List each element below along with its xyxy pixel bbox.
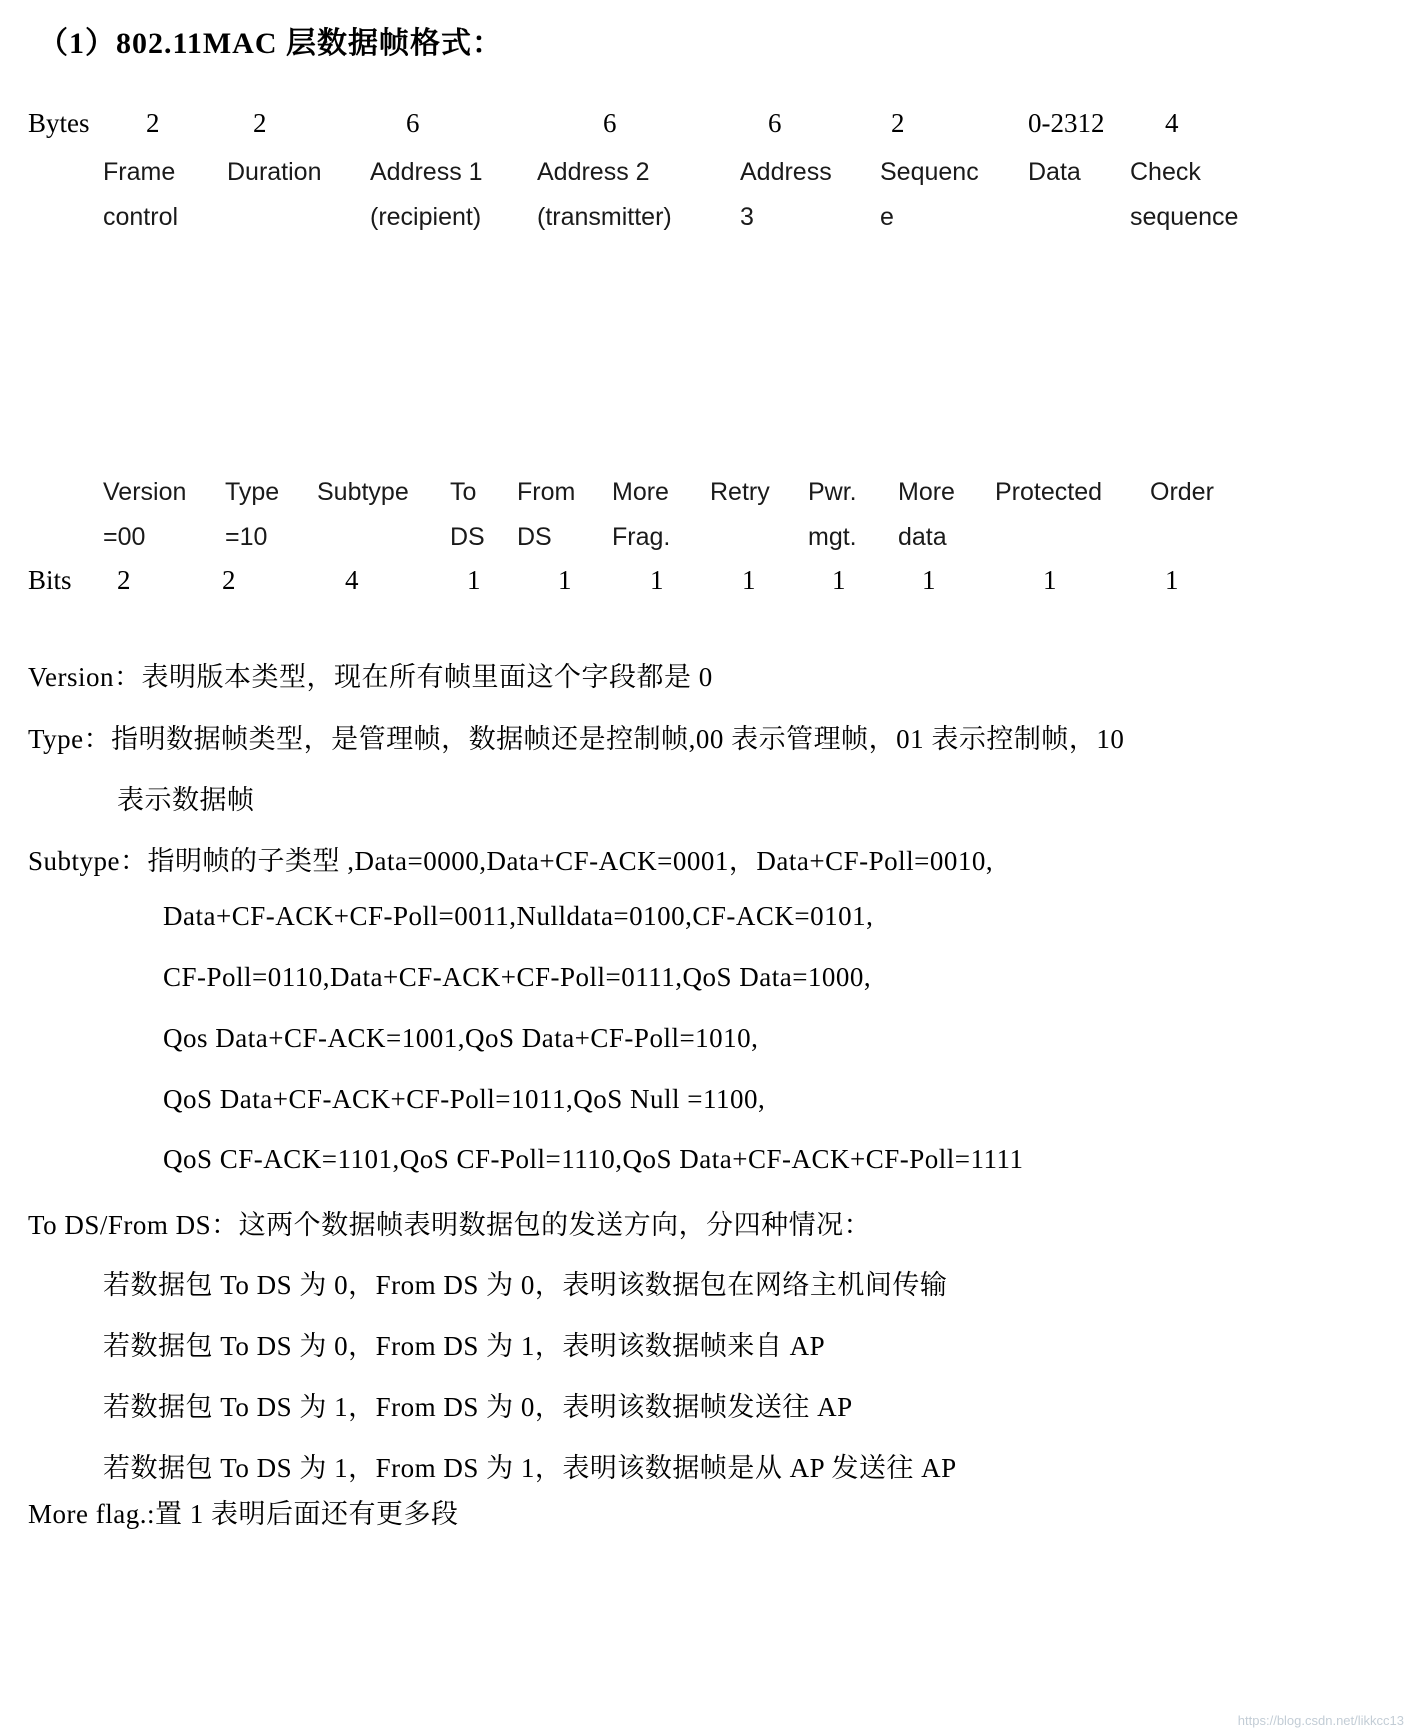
bit-size-pwr-mgt: 1	[832, 565, 846, 595]
byte-size-frame-control: 2	[146, 108, 160, 138]
field-address3: Address 3	[740, 158, 832, 231]
bit-size-type: 2	[222, 565, 236, 595]
field-sequence: Sequenc e	[880, 158, 979, 231]
field-pwr-mgt: Pwr. mgt.	[808, 478, 857, 551]
bit-size-from-ds: 1	[558, 565, 572, 595]
field-address2: Address 2 (transmitter)	[537, 158, 672, 231]
body-line-version: Version：表明版本类型，现在所有帧里面这个字段都是 0	[28, 662, 713, 692]
body-line-type-cont: 表示数据帧	[117, 785, 255, 815]
byte-size-address2: 6	[603, 108, 617, 138]
byte-size-sequence: 2	[891, 108, 905, 138]
field-duration: Duration	[227, 158, 322, 186]
field-to-ds: To DS	[450, 478, 485, 551]
field-subtype: Subtype	[317, 478, 409, 506]
bits-row-label: Bits	[28, 565, 72, 595]
bytes-row-label: Bytes	[28, 108, 90, 138]
field-from-ds: From DS	[517, 478, 576, 551]
watermark-url: https://blog.csdn.net/likkcc13	[1237, 1713, 1404, 1728]
field-order: Order	[1150, 478, 1214, 506]
bit-size-version: 2	[117, 565, 131, 595]
body-line-case-11: 若数据包 To DS 为 1，From DS 为 1，表明该数据帧是从 AP 发送往 AP	[103, 1453, 957, 1483]
field-more-frag: More Frag.	[612, 478, 671, 551]
byte-size-check-sequence: 4	[1165, 108, 1179, 138]
body-line-tods-fromds: To DS/From DS：这两个数据帧表明数据包的发送方向，分四种情况：	[28, 1210, 872, 1240]
body-line-subtype-cont-1: Data+CF-ACK+CF-Poll=0011,Nulldata=0100,CF-ACK=0101,	[163, 901, 874, 931]
bit-size-more-data: 1	[922, 565, 936, 595]
bit-size-more-frag: 1	[650, 565, 664, 595]
bit-size-order: 1	[1165, 565, 1179, 595]
bit-size-to-ds: 1	[467, 565, 481, 595]
byte-size-address3: 6	[768, 108, 782, 138]
byte-size-address1: 6	[406, 108, 420, 138]
byte-size-duration: 2	[253, 108, 267, 138]
body-line-type: Type：指明数据帧类型，是管理帧，数据帧还是控制帧,00 表示管理帧，01 表示控制帧，10	[28, 724, 1125, 754]
field-version: Version =00	[103, 478, 187, 551]
field-frame-control: Frame control	[103, 158, 179, 231]
body-line-more-flag: More flag.:置 1 表明后面还有更多段	[28, 1499, 459, 1529]
field-more-data: More data	[898, 478, 955, 551]
body-line-subtype: Subtype：指明帧的子类型 ,Data=0000,Data+CF-ACK=0001，Data+CF-Poll=0010,	[28, 846, 994, 876]
field-type: Type =10	[225, 478, 280, 551]
body-line-subtype-cont-4: QoS Data+CF-ACK+CF-Poll=1011,QoS Null =1100,	[163, 1084, 766, 1114]
body-line-subtype-cont-5: QoS CF-ACK=1101,QoS CF-Poll=1110,QoS Data+CF-ACK+CF-Poll=1111	[163, 1144, 1024, 1174]
field-data: Data	[1028, 158, 1081, 186]
bit-size-subtype: 4	[345, 565, 359, 595]
body-line-subtype-cont-2: CF-Poll=0110,Data+CF-ACK+CF-Poll=0111,QoS Data=1000,	[163, 962, 872, 992]
byte-size-data: 0-2312	[1028, 108, 1105, 138]
bit-size-protected: 1	[1043, 565, 1057, 595]
field-address1: Address 1 (recipient)	[370, 158, 483, 231]
body-line-case-01: 若数据包 To DS 为 0，From DS 为 1，表明该数据帧来自 AP	[103, 1331, 826, 1361]
page-title: （1）802.11MAC 层数据帧格式：	[38, 27, 503, 60]
field-protected: Protected	[995, 478, 1103, 506]
field-retry: Retry	[710, 478, 770, 506]
bit-size-retry: 1	[742, 565, 756, 595]
body-line-case-00: 若数据包 To DS 为 0，From DS 为 0，表明该数据包在网络主机间传输	[103, 1270, 948, 1300]
field-check-sequence: Check sequence	[1130, 158, 1239, 231]
body-line-subtype-cont-3: Qos Data+CF-ACK=1001,QoS Data+CF-Poll=1010,	[163, 1023, 759, 1053]
body-line-case-10: 若数据包 To DS 为 1，From DS 为 0，表明该数据帧发送往 AP	[103, 1392, 853, 1422]
